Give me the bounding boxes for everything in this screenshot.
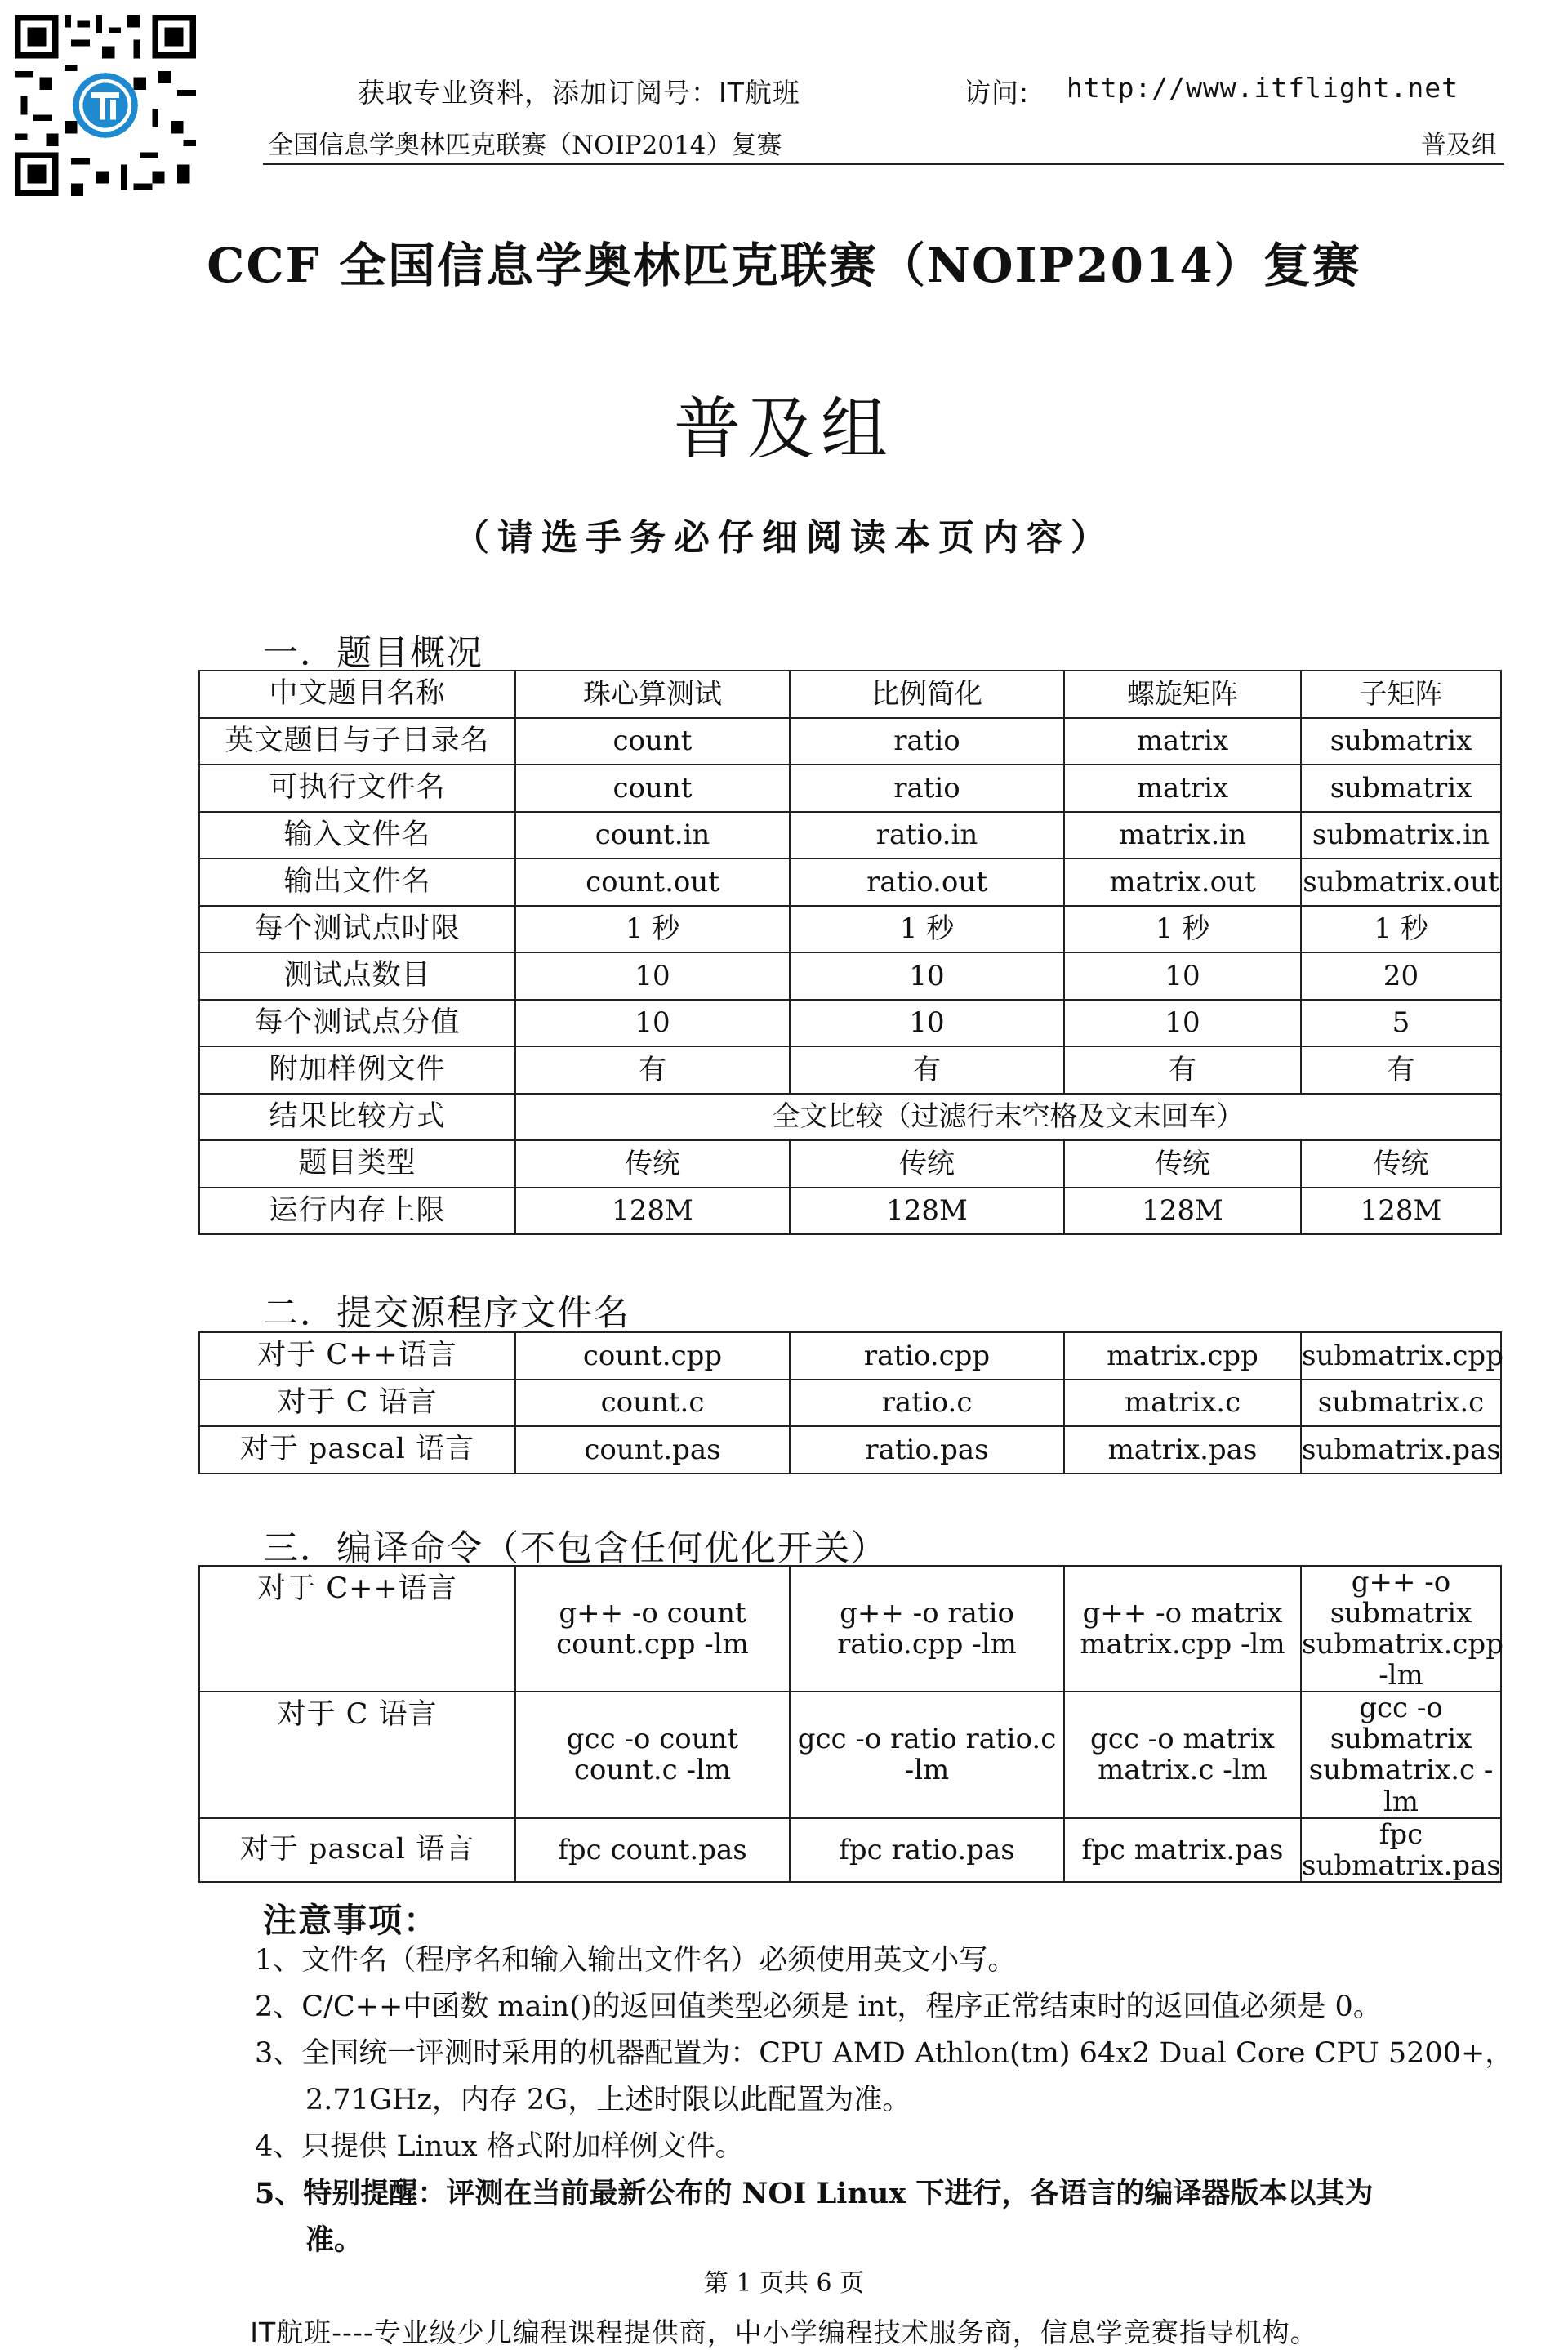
compile-cell: gcc -o ratio ratio.c -lm xyxy=(790,1692,1064,1817)
table-cell: 1 秒 xyxy=(1064,906,1301,953)
running-header-right: 普及组 xyxy=(1421,131,1497,160)
row-label: 每个测试点分值 xyxy=(199,1000,515,1047)
note-item-5-line1: 5、特别提醒：评测在当前最新公布的 NOI Linux 下进行，各语言的编译器版本以其为 xyxy=(255,2177,1374,2210)
table-row xyxy=(199,906,1501,953)
table-row xyxy=(199,671,1501,718)
document-title: CCF 全国信息学奥林匹克联赛（NOIP2014）复赛 xyxy=(207,238,1361,293)
running-header-left: 全国信息学奥林匹克联赛（NOIP2014）复赛 xyxy=(268,131,782,160)
row-label: 题目类型 xyxy=(199,1140,515,1188)
compile-cell: g++ -o count count.cpp -lm xyxy=(515,1566,790,1692)
table-cell: 有 xyxy=(515,1046,790,1094)
table-cell: 有 xyxy=(1064,1046,1301,1094)
row-label: 可执行文件名 xyxy=(199,765,515,812)
compile-row-pascal xyxy=(199,1818,1501,1882)
table-cell: matrix xyxy=(1064,765,1301,812)
table-cell: submatrix.c xyxy=(1301,1380,1501,1427)
table-cell: count.pas xyxy=(515,1426,790,1474)
compile-cell: g++ -o matrix matrix.cpp -lm xyxy=(1064,1566,1301,1692)
table-row xyxy=(199,1380,1501,1427)
table-cell: submatrix.in xyxy=(1301,812,1501,859)
row-label: 输出文件名 xyxy=(199,858,515,906)
table-cell: matrix xyxy=(1064,718,1301,765)
table-cell: ratio.cpp xyxy=(790,1332,1064,1380)
compile-cell: g++ -o ratio ratio.cpp -lm xyxy=(790,1566,1064,1692)
table-cell: count.out xyxy=(515,858,790,906)
table-cell: count.c xyxy=(515,1380,790,1427)
table-cell: ratio xyxy=(790,765,1064,812)
note-item-4: 4、只提供 Linux 格式附加样例文件。 xyxy=(255,2130,744,2163)
note-item-5-line2: 准。 xyxy=(305,2223,363,2257)
promo-text: 获取专业资料，添加订阅号：IT航班 xyxy=(358,77,800,109)
row-label: 对于 pascal 语言 xyxy=(199,1426,515,1474)
table-cell: 128M xyxy=(515,1188,790,1235)
overview-table-body xyxy=(199,671,1501,1234)
table-row xyxy=(199,812,1501,859)
table-cell: 128M xyxy=(790,1188,1064,1235)
compare-method-cell: 全文比较（过滤行末空格及文末回车） xyxy=(515,1094,1501,1141)
qr-code-image xyxy=(15,15,196,196)
section-source-heading: 二．提交源程序文件名 xyxy=(263,1293,630,1334)
table-cell: matrix.in xyxy=(1064,812,1301,859)
header-divider xyxy=(263,163,1504,165)
table-row xyxy=(199,1140,1501,1188)
row-label: 对于 C 语言 xyxy=(199,1380,515,1427)
table-cell: 10 xyxy=(1064,952,1301,1000)
compile-label-pascal: 对于 pascal 语言 xyxy=(199,1818,515,1882)
table-cell: 1 秒 xyxy=(515,906,790,953)
row-label: 输入文件名 xyxy=(199,812,515,859)
note-item-1: 1、文件名（程序名和输入输出文件名）必须使用英文小写。 xyxy=(255,1944,1017,1977)
footer-text: IT航班----专业级少儿编程课程提供商，中小学编程技术服务商，信息学竞赛指导机构。 xyxy=(250,2317,1318,2348)
row-label: 英文题目与子目录名 xyxy=(199,718,515,765)
compile-cell: g++ -o submatrix submatrix.cpp -lm xyxy=(1302,1566,1503,1692)
table-row xyxy=(199,765,1501,812)
row-label: 附加样例文件 xyxy=(199,1046,515,1094)
table-row-compare xyxy=(199,1094,1501,1141)
row-label: 运行内存上限 xyxy=(199,1188,515,1235)
table-cell: count xyxy=(515,718,790,765)
table-cell: 5 xyxy=(1301,1000,1501,1047)
table-cell: matrix.cpp xyxy=(1064,1332,1301,1380)
table-cell: 比例简化 xyxy=(790,671,1064,718)
compile-cell: gcc -o matrix matrix.c -lm xyxy=(1064,1692,1301,1817)
table-cell: submatrix xyxy=(1301,765,1501,812)
table-cell: 1 秒 xyxy=(1301,906,1501,953)
note-item-3 xyxy=(255,2031,1529,2124)
table-cell: submatrix.cpp xyxy=(1301,1332,1501,1380)
table-row xyxy=(199,952,1501,1000)
table-cell: submatrix.out xyxy=(1301,858,1501,906)
note-item-3-line1: 3、全国统一评测时采用的机器配置为：CPU AMD Athlon(tm) 64x2 Dual Core CPU 5200+， xyxy=(255,2037,1514,2070)
table-cell: 子矩阵 xyxy=(1301,671,1501,718)
table-cell: 10 xyxy=(515,952,790,1000)
table-cell: count xyxy=(515,765,790,812)
row-label: 中文题目名称 xyxy=(199,671,515,718)
table-cell: 10 xyxy=(790,952,1064,1000)
table-cell: matrix.c xyxy=(1064,1380,1301,1427)
table-cell: 10 xyxy=(790,1000,1064,1047)
row-label: 结果比较方式 xyxy=(199,1094,515,1141)
compile-cell: gcc -o submatrix submatrix.c -lm xyxy=(1301,1692,1501,1817)
row-label: 对于 C++语言 xyxy=(199,1332,515,1380)
table-cell: ratio.in xyxy=(790,812,1064,859)
table-cell: ratio.out xyxy=(790,858,1064,906)
notes-title: 注意事项： xyxy=(263,1901,439,1940)
table-row xyxy=(199,1000,1501,1047)
compile-row-cpp xyxy=(199,1566,1501,1692)
table-row xyxy=(199,1188,1501,1235)
note-item-2: 2、C/C++中函数 main()的返回值类型必须是 int，程序正常结束时的返回值必须是 0。 xyxy=(255,1991,1382,2023)
table-cell: 传统 xyxy=(1301,1140,1501,1188)
compile-label-c: 对于 C 语言 xyxy=(199,1692,515,1817)
table-cell: 传统 xyxy=(1064,1140,1301,1188)
note-item-3-line2: 2.71GHz，内存 2G，上述时限以此配置为准。 xyxy=(305,2084,911,2116)
compile-cell: fpc count.pas xyxy=(515,1818,790,1882)
overview-table xyxy=(198,670,1502,1235)
table-row xyxy=(199,1426,1501,1474)
table-cell: 传统 xyxy=(515,1140,790,1188)
table-cell: 128M xyxy=(1064,1188,1301,1235)
promo-url-link[interactable]: http://www.itflight.net xyxy=(1067,72,1459,104)
read-notice: （请选手务必仔细阅读本页内容） xyxy=(453,517,1115,559)
compile-cell: gcc -o count count.c -lm xyxy=(515,1692,790,1817)
table-row xyxy=(199,858,1501,906)
compile-row-c xyxy=(199,1692,1501,1817)
row-label: 测试点数目 xyxy=(199,952,515,1000)
table-cell: count.in xyxy=(515,812,790,859)
table-cell: ratio.c xyxy=(790,1380,1064,1427)
table-cell: submatrix xyxy=(1301,718,1501,765)
table-cell: 螺旋矩阵 xyxy=(1064,671,1301,718)
compile-cell: fpc submatrix.pas xyxy=(1302,1817,1501,1882)
compile-label-cpp: 对于 C++语言 xyxy=(199,1566,515,1692)
table-cell: 1 秒 xyxy=(790,906,1064,953)
table-cell: 有 xyxy=(790,1046,1064,1094)
note-item-5 xyxy=(255,2170,1529,2263)
table-cell: matrix.out xyxy=(1064,858,1301,906)
compile-cell: fpc matrix.pas xyxy=(1064,1818,1301,1882)
section-compile-heading: 三．编译命令（不包含任何优化开关） xyxy=(263,1528,888,1569)
table-cell: 10 xyxy=(515,1000,790,1047)
table-cell: ratio xyxy=(790,718,1064,765)
section-overview-heading: 一．题目概况 xyxy=(263,633,483,674)
table-cell: 有 xyxy=(1301,1046,1501,1094)
table-cell: submatrix.pas xyxy=(1301,1426,1501,1474)
table-cell: count.cpp xyxy=(515,1332,790,1380)
table-row xyxy=(199,1046,1501,1094)
table-row xyxy=(199,1332,1501,1380)
table-row xyxy=(199,718,1501,765)
visit-label: 访问: xyxy=(964,77,1030,109)
table-cell: 珠心算测试 xyxy=(515,671,790,718)
row-label: 每个测试点时限 xyxy=(199,906,515,953)
table-cell: 128M xyxy=(1301,1188,1501,1235)
table-cell: ratio.pas xyxy=(790,1426,1064,1474)
page-number: 第 1 页共 6 页 xyxy=(703,2269,865,2298)
table-cell: 20 xyxy=(1301,952,1501,1000)
source-table-body xyxy=(199,1332,1501,1474)
compile-table xyxy=(198,1565,1502,1883)
table-cell: matrix.pas xyxy=(1064,1426,1301,1474)
compile-cell: fpc ratio.pas xyxy=(790,1818,1064,1882)
table-cell: 10 xyxy=(1064,1000,1301,1047)
group-title: 普及组 xyxy=(673,390,894,468)
source-table xyxy=(198,1331,1502,1474)
table-cell: 传统 xyxy=(790,1140,1064,1188)
